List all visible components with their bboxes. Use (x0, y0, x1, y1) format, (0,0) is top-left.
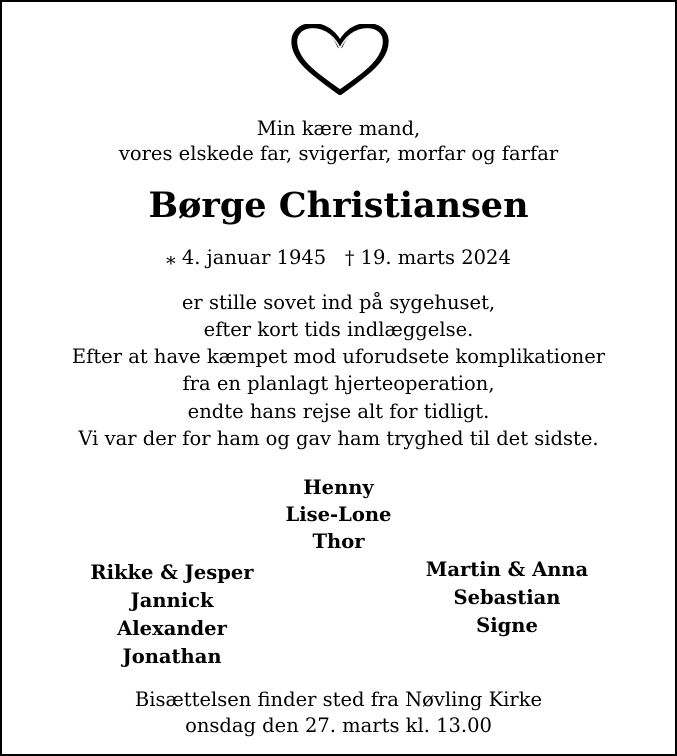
child-name: Lise-Lone (285, 503, 392, 526)
family-member: Jannick (130, 589, 214, 612)
message-line-1: er stille sovet ind på sygehuset, (181, 291, 496, 314)
child-name: Thor (312, 530, 365, 553)
family-member: Rikke & Jesper (90, 561, 254, 584)
intro-line-1: Min kære mand, (256, 117, 421, 140)
intro-line-2: vores elskede far, svigerfar, morfar og farfar (118, 142, 559, 165)
message-line-5: endte hans rejse alt for tidligt. (187, 400, 490, 423)
family-member: Sebastian (453, 586, 561, 609)
child-name: Henny (303, 476, 374, 499)
message-line-3: Efter at have kæmpet mod uforudsete komplikationer (71, 345, 606, 368)
family-member: Martin & Anna (425, 558, 589, 581)
birth-date: 4. januar 1945 (181, 246, 327, 269)
funeral-info-line-1: Bisættelsen finder sted fra Nøvling Kirke (134, 688, 543, 711)
family-member: Signe (476, 614, 538, 637)
message-line-6: Vi var der for ham og gav ham tryghed til det sidste. (78, 427, 599, 450)
family-member: Alexander (117, 617, 227, 640)
message-line-2: efter kort tids indlæggelse. (203, 318, 474, 341)
funeral-info-line-2: onsdag den 27. marts kl. 13.00 (185, 714, 492, 737)
life-dates (2, 246, 675, 270)
death-date: 19. marts 2024 (360, 246, 511, 269)
family-member: Jonathan (122, 645, 222, 668)
birth-star-icon: ⁎ (166, 247, 176, 269)
message-line-4: fra en planlagt hjerteoperation, (182, 372, 495, 395)
deceased-name: Børge Christiansen (148, 185, 529, 226)
heart-icon (291, 24, 389, 96)
family-left-column (52, 559, 292, 671)
family-right-column (387, 556, 627, 640)
death-cross-icon: † (344, 247, 355, 269)
